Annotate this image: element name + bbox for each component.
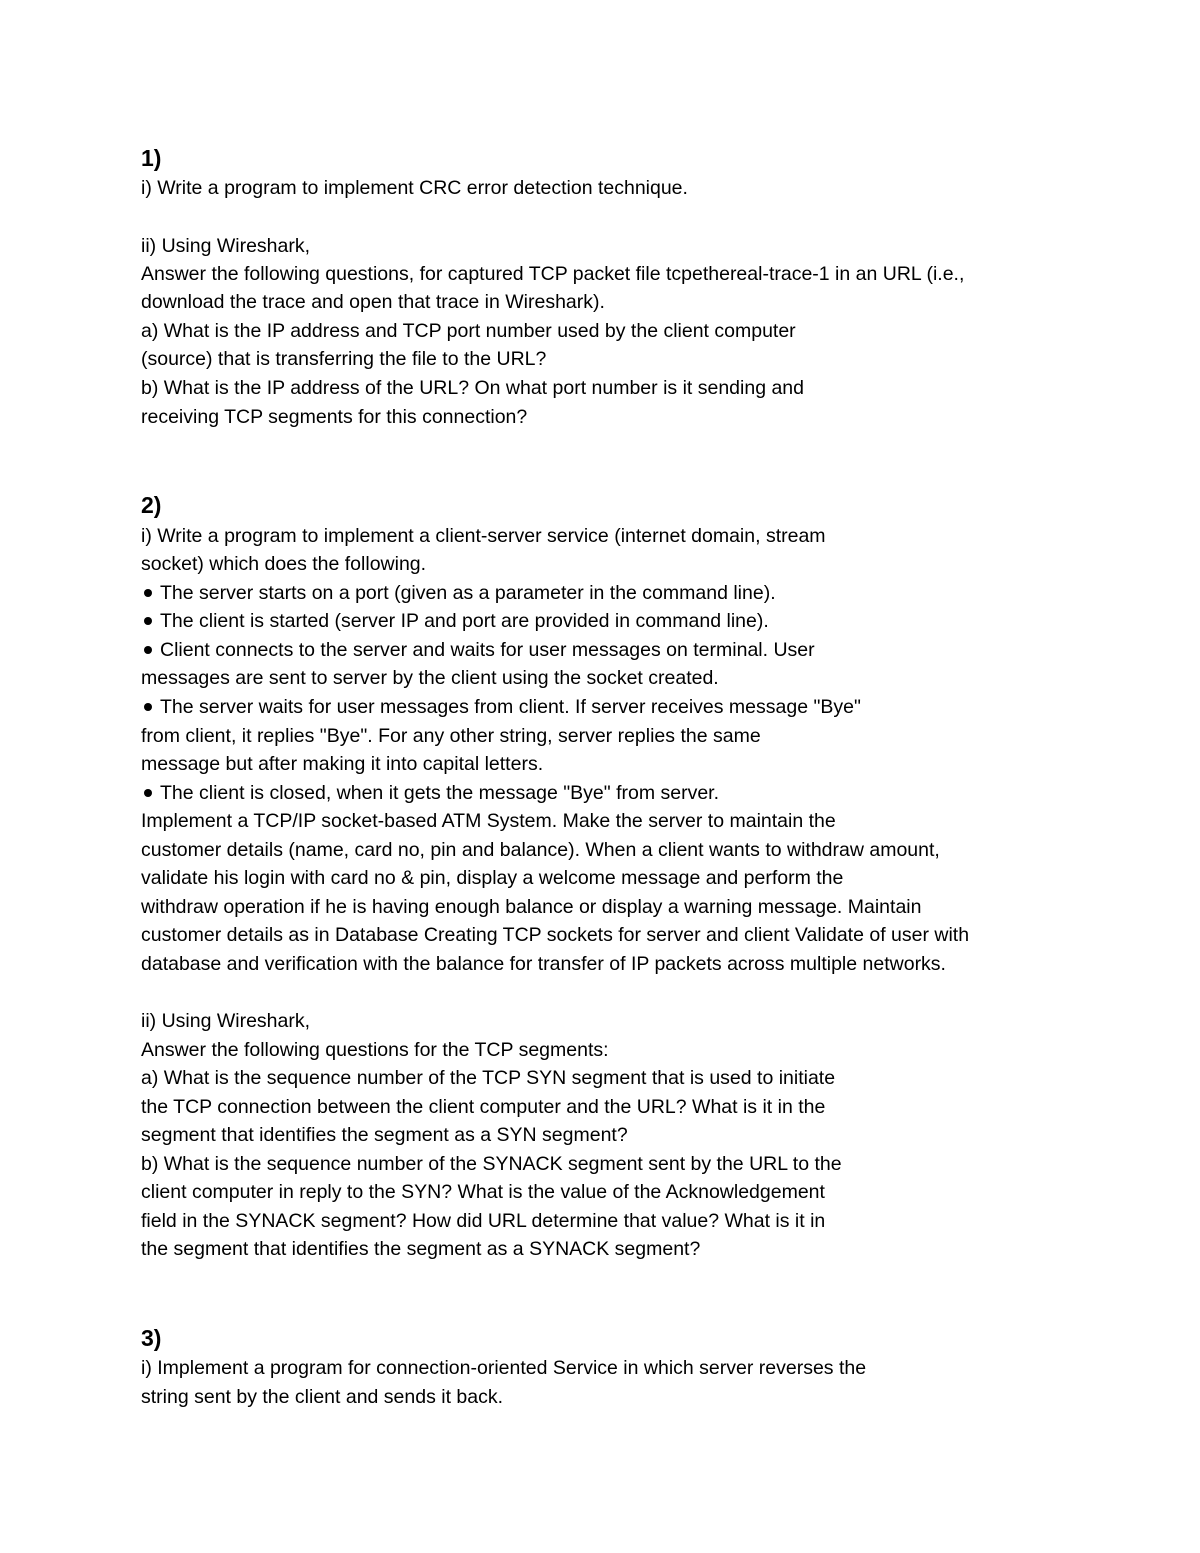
section-2-bullet-item: The server waits for user messages from client. If server receives message "Bye" (141, 695, 861, 719)
section-2-line: from client, it replies "Bye". For any other string, server replies the same (141, 725, 761, 747)
section-2-heading: 2) (141, 492, 162, 518)
section-2-line: segment that identifies the segment as a SYN segment? (141, 1124, 628, 1146)
bullet-icon (144, 789, 152, 797)
section-2-line: i) Write a program to implement a client-server service (internet domain, stream (141, 525, 826, 547)
bullet-icon (144, 703, 152, 711)
section-3-heading: 3) (141, 1325, 162, 1351)
section-2-bullet-item: The client is started (server IP and port are provided in command line). (141, 609, 769, 633)
section-2-line: customer details as in Database Creating TCP sockets for server and client Validate of user with (141, 924, 970, 946)
section-2-line: field in the SYNACK segment? How did URL determine that value? What is it in (141, 1210, 826, 1232)
section-2-line: messages are sent to server by the client using the socket created. (141, 667, 719, 689)
section-3-line: i) Implement a program for connection-oriented Service in which server reverses the (141, 1357, 867, 1379)
section-2-line: message but after making it into capital letters. (141, 753, 544, 775)
section-1-line: Answer the following questions, for captured TCP packet file tcpethereal-trace-1 in an URL (i.e., (141, 263, 965, 285)
section-1-line: download the trace and open that trace in Wireshark). (141, 291, 605, 313)
section-1-line: b) What is the IP address of the URL? On what port number is it sending and (141, 377, 804, 399)
section-1-line: (source) that is transferring the file to the URL? (141, 348, 547, 370)
section-2-line: database and verification with the balance for transfer of IP packets across multiple networks. (141, 953, 946, 975)
section-2-line: withdraw operation if he is having enough balance or display a warning message. Maintain (141, 896, 922, 918)
section-2-line: the segment that identifies the segment as a SYNACK segment? (141, 1238, 701, 1260)
section-2-bullet-item: The client is closed, when it gets the message "Bye" from server. (141, 781, 719, 805)
section-2-line: the TCP connection between the client computer and the URL? What is it in the (141, 1096, 826, 1118)
section-2-line: customer details (name, card no, pin and balance). When a client wants to withdraw amount, (141, 839, 940, 861)
section-2-line: Implement a TCP/IP socket-based ATM System. Make the server to maintain the (141, 810, 836, 832)
section-2-line: a) What is the sequence number of the TCP SYN segment that is used to initiate (141, 1067, 836, 1089)
section-2-line: ii) Using Wireshark, (141, 1010, 311, 1032)
section-1-line: a) What is the IP address and TCP port number used by the client computer (141, 320, 796, 342)
section-1-heading: 1) (141, 145, 162, 171)
bullet-icon (144, 589, 152, 597)
section-2-line: client computer in reply to the SYN? What is the value of the Acknowledgement (141, 1181, 825, 1203)
section-1-line: ii) Using Wireshark, (141, 235, 311, 257)
section-2-bullet-item: Client connects to the server and waits for user messages on terminal. User (141, 638, 815, 662)
section-2-line: Answer the following questions for the TCP segments: (141, 1039, 609, 1061)
bullet-icon (144, 617, 152, 625)
section-2-bullet-item: The server starts on a port (given as a parameter in the command line). (141, 581, 776, 605)
section-2-line: b) What is the sequence number of the SYNACK segment sent by the URL to the (141, 1153, 842, 1175)
section-2-line: validate his login with card no & pin, display a welcome message and perform the (141, 867, 844, 889)
section-1-line: receiving TCP segments for this connection? (141, 406, 528, 428)
section-1-line: i) Write a program to implement CRC error detection technique. (141, 177, 688, 199)
section-2-line: socket) which does the following. (141, 553, 427, 575)
section-3-line: string sent by the client and sends it back. (141, 1386, 504, 1408)
bullet-icon (144, 646, 152, 654)
